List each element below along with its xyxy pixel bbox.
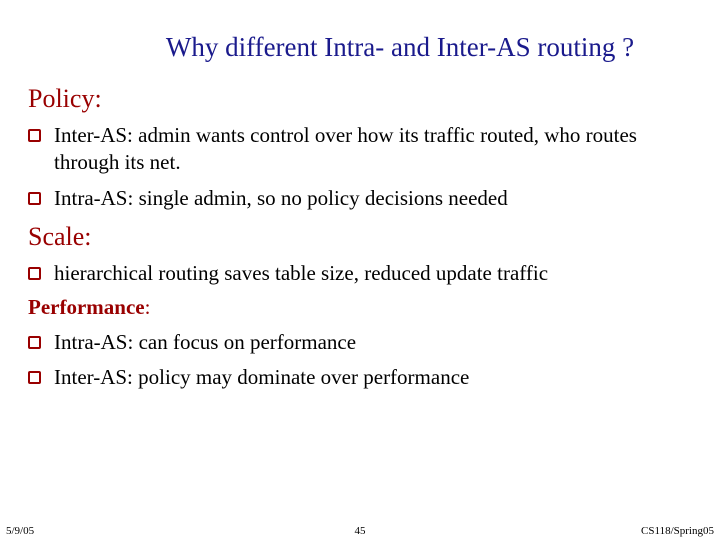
performance-heading: [28, 294, 150, 321]
performance-bullet-2-text: Inter-AS: policy may dominate over performance: [54, 365, 470, 389]
policy-bullet-1-text: Inter-AS: admin wants control over how its traffic routed, who routes through its net.: [54, 123, 637, 174]
footer-course: CS118/Spring05: [641, 525, 714, 537]
policy-bullet-1: [28, 122, 688, 176]
performance-heading-colon: :: [144, 295, 151, 319]
performance-heading-text: Performance: [28, 295, 145, 319]
performance-bullet-2: [28, 364, 688, 391]
square-bullet-icon: [28, 192, 41, 205]
policy-heading: Policy:: [28, 84, 102, 113]
performance-bullet-1-text: Intra-AS: can focus on performance: [54, 330, 357, 354]
footer-page-number: 45: [354, 525, 366, 537]
slide-title: [0, 30, 720, 64]
performance-bullet-1: [28, 329, 688, 356]
scale-heading: Scale:: [28, 222, 92, 251]
scale-bullet-1-text: hierarchical routing saves table size, reduced update traffic: [54, 261, 549, 285]
policy-bullet-2: [28, 185, 688, 212]
slide-title-text: Why different Intra- and Inter-AS routing ?: [165, 32, 635, 62]
square-bullet-icon: [28, 129, 41, 142]
square-bullet-icon: [28, 371, 41, 384]
square-bullet-icon: [28, 267, 41, 280]
scale-bullet-1: [28, 260, 688, 287]
square-bullet-icon: [28, 336, 41, 349]
policy-bullet-2-text: Intra-AS: single admin, so no policy decisions needed: [54, 186, 508, 210]
footer-date: 5/9/05: [6, 525, 35, 537]
